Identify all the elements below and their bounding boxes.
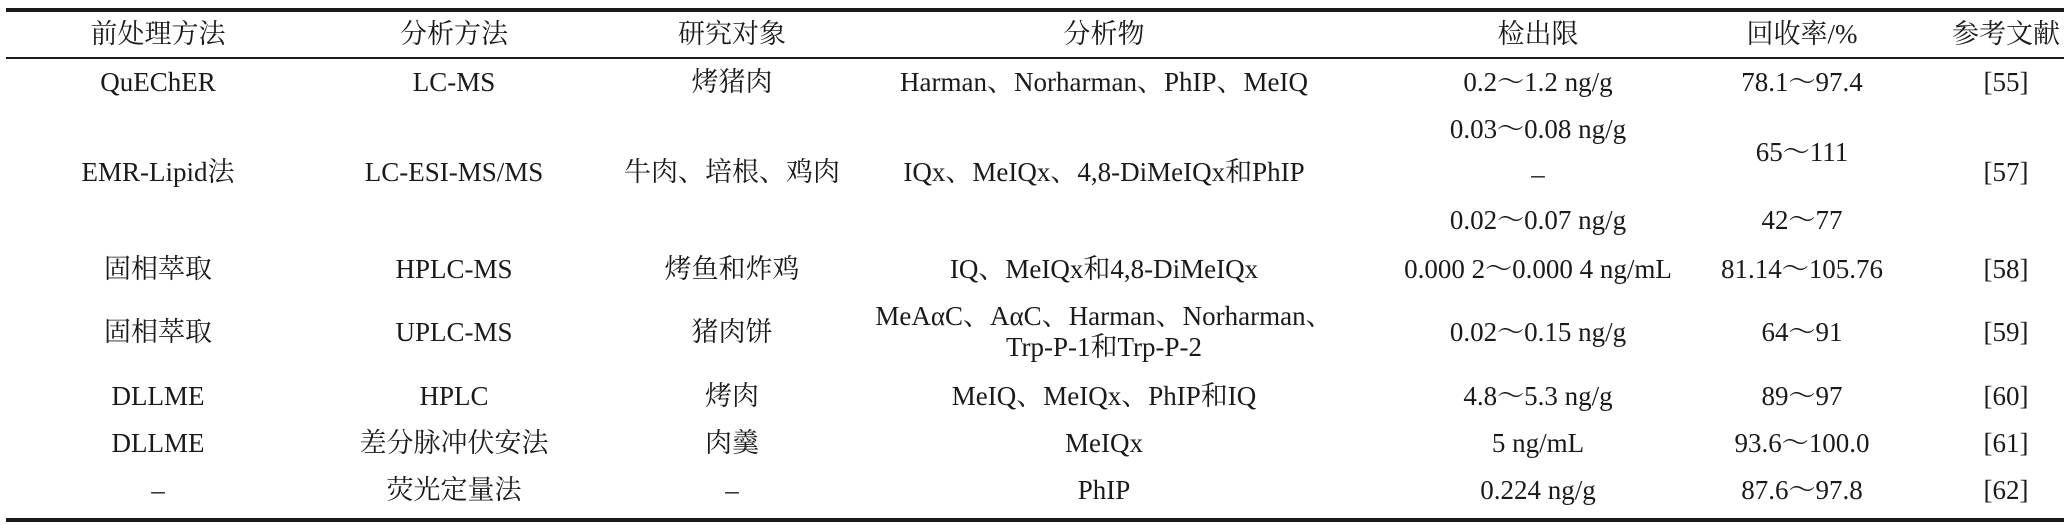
row7-recovery: 87.6～97.8 bbox=[1741, 475, 1863, 505]
row1-pretreatment: QuEChER bbox=[100, 67, 216, 97]
row4-analyte-line1: MeAαC、AαC、Harman、Norharman、 bbox=[875, 301, 1333, 331]
header-reference: 参考文献 bbox=[1952, 19, 2060, 49]
row2-recovery-a: 65～111 bbox=[1755, 137, 1849, 167]
row1-reference: [55] bbox=[1983, 67, 2029, 97]
row4-recovery: 64～91 bbox=[1761, 317, 1843, 347]
row7-reference: [62] bbox=[1983, 475, 2029, 505]
header-detection-limit: 检出限 bbox=[1497, 19, 1579, 49]
row4-analyte-line2: Trp-P-1和Trp-P-2 bbox=[1005, 332, 1203, 362]
row7-analyte: PhIP bbox=[1077, 475, 1131, 505]
header-recovery: 回收率/% bbox=[1746, 19, 1858, 49]
row2-recovery-b: 42～77 bbox=[1761, 205, 1843, 235]
header-pretreatment: 前处理方法 bbox=[90, 19, 226, 49]
row5-recovery: 89～97 bbox=[1761, 381, 1843, 411]
row2-reference: [57] bbox=[1983, 157, 2029, 187]
header-analyte: 分析物 bbox=[1063, 19, 1145, 49]
header-research-object: 研究对象 bbox=[678, 19, 786, 49]
row7-pretreatment: – bbox=[151, 475, 165, 505]
row4-pretreatment: 固相萃取 bbox=[104, 317, 212, 347]
row3-pretreatment: 固相萃取 bbox=[104, 254, 212, 284]
row1-recovery: 78.1～97.4 bbox=[1741, 67, 1863, 97]
row5-pretreatment: DLLME bbox=[111, 381, 205, 411]
row2-method: LC-ESI-MS/MS bbox=[364, 157, 544, 187]
row7-lod: 0.224 ng/g bbox=[1480, 475, 1596, 505]
row4-lod: 0.02～0.15 ng/g bbox=[1449, 317, 1627, 347]
row3-lod: 0.000 2～0.000 4 ng/mL bbox=[1404, 254, 1672, 284]
row2-lod-c: 0.02～0.07 ng/g bbox=[1449, 205, 1627, 235]
row7-object: – bbox=[725, 475, 739, 505]
row6-method: 差分脉冲伏安法 bbox=[359, 428, 549, 458]
row5-lod: 4.8～5.3 ng/g bbox=[1463, 381, 1613, 411]
row3-object: 烤鱼和炸鸡 bbox=[664, 254, 800, 284]
table-header-rule bbox=[6, 57, 2064, 59]
row3-method: HPLC-MS bbox=[395, 254, 513, 284]
row6-object: 肉羹 bbox=[705, 428, 759, 458]
row5-method: HPLC bbox=[419, 381, 489, 411]
row6-analyte: MeIQx bbox=[1065, 428, 1143, 458]
row1-object: 烤猪肉 bbox=[691, 67, 773, 97]
table-top-rule bbox=[6, 8, 2064, 12]
row5-reference: [60] bbox=[1983, 381, 2029, 411]
row4-object: 猪肉饼 bbox=[691, 317, 773, 347]
row3-analyte: IQ、MeIQx和4,8-DiMeIQx bbox=[949, 254, 1259, 284]
row3-recovery: 81.14～105.76 bbox=[1721, 254, 1883, 284]
table-bottom-rule bbox=[6, 518, 2064, 522]
row2-analyte: IQx、MeIQx、4,8-DiMeIQx和PhIP bbox=[903, 157, 1305, 187]
row2-lod-a: 0.03～0.08 ng/g bbox=[1449, 114, 1627, 144]
row1-method: LC-MS bbox=[412, 67, 496, 97]
row6-lod: 5 ng/mL bbox=[1491, 428, 1585, 458]
row4-reference: [59] bbox=[1983, 317, 2029, 347]
row6-recovery: 93.6～100.0 bbox=[1734, 428, 1870, 458]
row1-lod: 0.2～1.2 ng/g bbox=[1463, 67, 1613, 97]
row1-analyte: Harman、Norharman、PhIP、MeIQ bbox=[900, 67, 1308, 97]
row6-reference: [61] bbox=[1983, 428, 2029, 458]
header-analysis-method: 分析方法 bbox=[400, 19, 508, 49]
row2-pretreatment: EMR-Lipid法 bbox=[81, 157, 235, 187]
row2-lod-b: – bbox=[1531, 159, 1545, 189]
row4-method: UPLC-MS bbox=[395, 317, 513, 347]
row7-method: 荧光定量法 bbox=[386, 475, 522, 505]
row5-object: 烤肉 bbox=[705, 381, 759, 411]
row2-object: 牛肉、培根、鸡肉 bbox=[624, 157, 840, 187]
row5-analyte: MeIQ、MeIQx、PhIP和IQ bbox=[951, 381, 1257, 411]
data-table bbox=[6, 8, 2064, 522]
row3-reference: [58] bbox=[1983, 254, 2029, 284]
row6-pretreatment: DLLME bbox=[111, 428, 205, 458]
